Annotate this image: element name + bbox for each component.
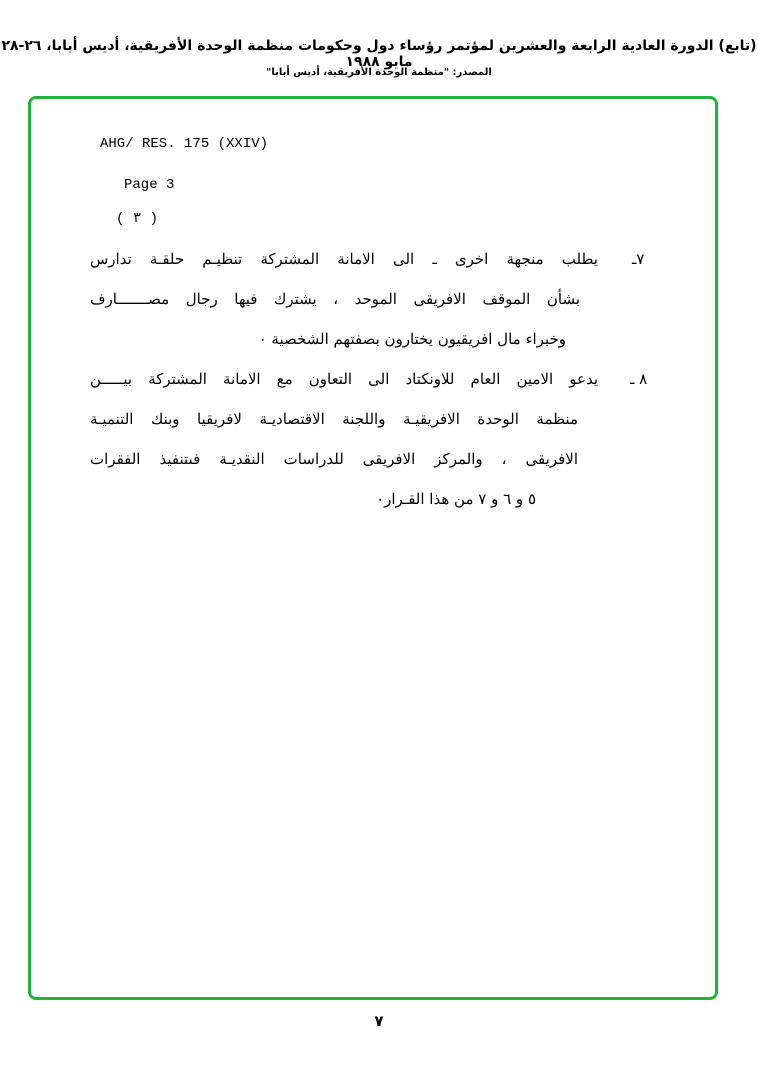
item-7-line-1: يطلب منجهة اخرى ـ الى الامانة المشتركة تنظيـم حلقـة تدارس (90, 250, 598, 268)
item-7-line-2: بشأن الموقف الافريقى الموحد ، يشترك فيها رجال مصـــــــارف (90, 290, 580, 308)
item-number-7: ٧ـ (632, 250, 645, 268)
document-title: (تابع) الدورة العادية الرابعة والعشرين لمؤتمر رؤساء دول وحكومات منظمة الوحدة الأفريقية، أديس أبابا، ٢٦-٢٨ مايو ١٩٨٨ (1, 38, 757, 70)
resolution-reference: AHG/ RES. 175 (XXIV) (100, 136, 269, 152)
item-7-line-3: وخبراء مال افريقيون يختارون بصفتهم الشخصية ٠ (258, 330, 566, 348)
arabic-page-label: ( ٣ ) (116, 211, 159, 227)
page-number: ٧ (374, 1012, 384, 1030)
item-8-line-4: ٥ و ٦ و ٧ من هذا القـرار٠ (376, 490, 536, 508)
item-8-line-1: يدعو الامين العام للاونكتاد الى التعاون مع الامانة المشتركة بيـــــن (90, 370, 598, 388)
content-frame (28, 96, 718, 1000)
page-label: Page 3 (124, 177, 175, 193)
document-source: المصدر: "منظمة الوحدة الأفريقية، أديس أبابا" (266, 67, 492, 78)
item-number-8: ٨ ـ (630, 370, 648, 388)
item-8-line-3: الافريقى ، والمركز الافريقى للدراسات النقديـة فىتنفيذ الفقرات (90, 450, 578, 468)
item-8-line-2: منظمة الوحدة الافريقيـة واللجنة الاقتصاديـة لافريقيا وبنك التنميـة (90, 410, 578, 428)
